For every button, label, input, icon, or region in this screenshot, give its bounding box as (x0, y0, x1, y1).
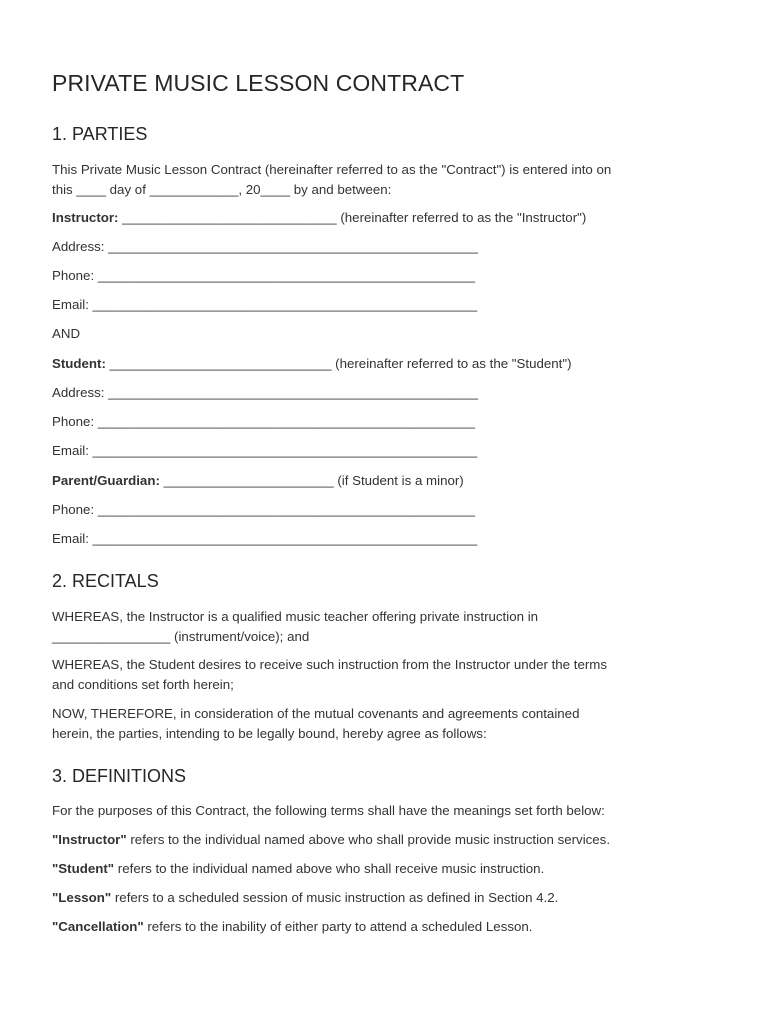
definition-text: refers to the individual named above who shall receive music instruction. (114, 861, 545, 876)
definition-text: refers to the individual named above who shall provide music instruction services. (126, 832, 611, 847)
definition-text: refers to the inability of either party to attend a scheduled Lesson. (143, 919, 533, 934)
student-email-field: Email: ____________________________________________________ (52, 443, 478, 458)
recital-1-line1: WHEREAS, the Instructor is a qualified music teacher offering private instruction in (52, 609, 539, 624)
definition-item (52, 917, 722, 937)
recital-paragraph-2 (52, 655, 722, 694)
definition-term: "Lesson" (52, 890, 112, 905)
definition-term: "Instructor" (52, 832, 127, 847)
recital-3-line2: herein, the parties, intending to be legally bound, hereby agree as follows: (52, 725, 487, 741)
guardian-name-blank: _______________________ (if Student is a minor) (159, 473, 464, 488)
student-phone-field: Phone: ___________________________________________________ (52, 414, 475, 429)
instructor-label: Instructor: (52, 210, 119, 225)
recital-3-line1: NOW, THEREFORE, in consideration of the mutual covenants and agreements contained (52, 706, 580, 721)
instructor-email-field: Email: ____________________________________________________ (52, 297, 478, 312)
student-address-field: Address: __________________________________________________ (52, 385, 478, 400)
definition-item (52, 859, 722, 879)
guardian-phone-field: Phone: ___________________________________________________ (52, 502, 475, 517)
and-separator: AND (52, 326, 81, 341)
recital-2-line2: and conditions set forth herein; (52, 676, 234, 692)
definition-term: "Student" (52, 861, 115, 876)
guardian-name-field (52, 471, 722, 491)
recital-paragraph-3 (52, 704, 722, 743)
parties-intro-line2: this ____ day of ____________, 20____ by and between: (52, 181, 392, 197)
student-label: Student: (52, 356, 106, 371)
parties-intro-line1: This Private Music Lesson Contract (hereinafter referred to as the "Contract") is entered into on (52, 162, 612, 177)
definition-text: refers to a scheduled session of music instruction as defined in Section 4.2. (111, 890, 559, 905)
section-heading-definitions: 3. DEFINITIONS (52, 766, 187, 786)
document-title: PRIVATE MUSIC LESSON CONTRACT (52, 70, 465, 96)
definition-item (52, 830, 722, 850)
definitions-intro: For the purposes of this Contract, the following terms shall have the meanings set forth below: (52, 803, 605, 818)
guardian-email-field: Email: ____________________________________________________ (52, 531, 478, 546)
instructor-phone-field: Phone: ___________________________________________________ (52, 268, 475, 283)
guardian-label: Parent/Guardian: (52, 473, 160, 488)
recital-paragraph-1 (52, 607, 722, 646)
definition-item (52, 888, 722, 908)
definition-term: "Cancellation" (52, 919, 144, 934)
recital-2-line1: WHEREAS, the Student desires to receive such instruction from the Instructor under the terms (52, 657, 608, 672)
section-heading-parties: 1. PARTIES (52, 124, 148, 144)
section-heading-recitals: 2. RECITALS (52, 571, 159, 591)
student-name-field (52, 354, 722, 374)
recital-1-line2: ________________ (instrument/voice); and (52, 628, 310, 644)
student-name-blank: ______________________________ (hereinafter referred to as the "Student") (105, 356, 572, 371)
instructor-address-field: Address: __________________________________________________ (52, 239, 478, 254)
instructor-name-field (52, 208, 722, 228)
instructor-name-blank: _____________________________ (hereinafter referred to as the "Instructor") (118, 210, 587, 225)
parties-intro (52, 160, 722, 199)
